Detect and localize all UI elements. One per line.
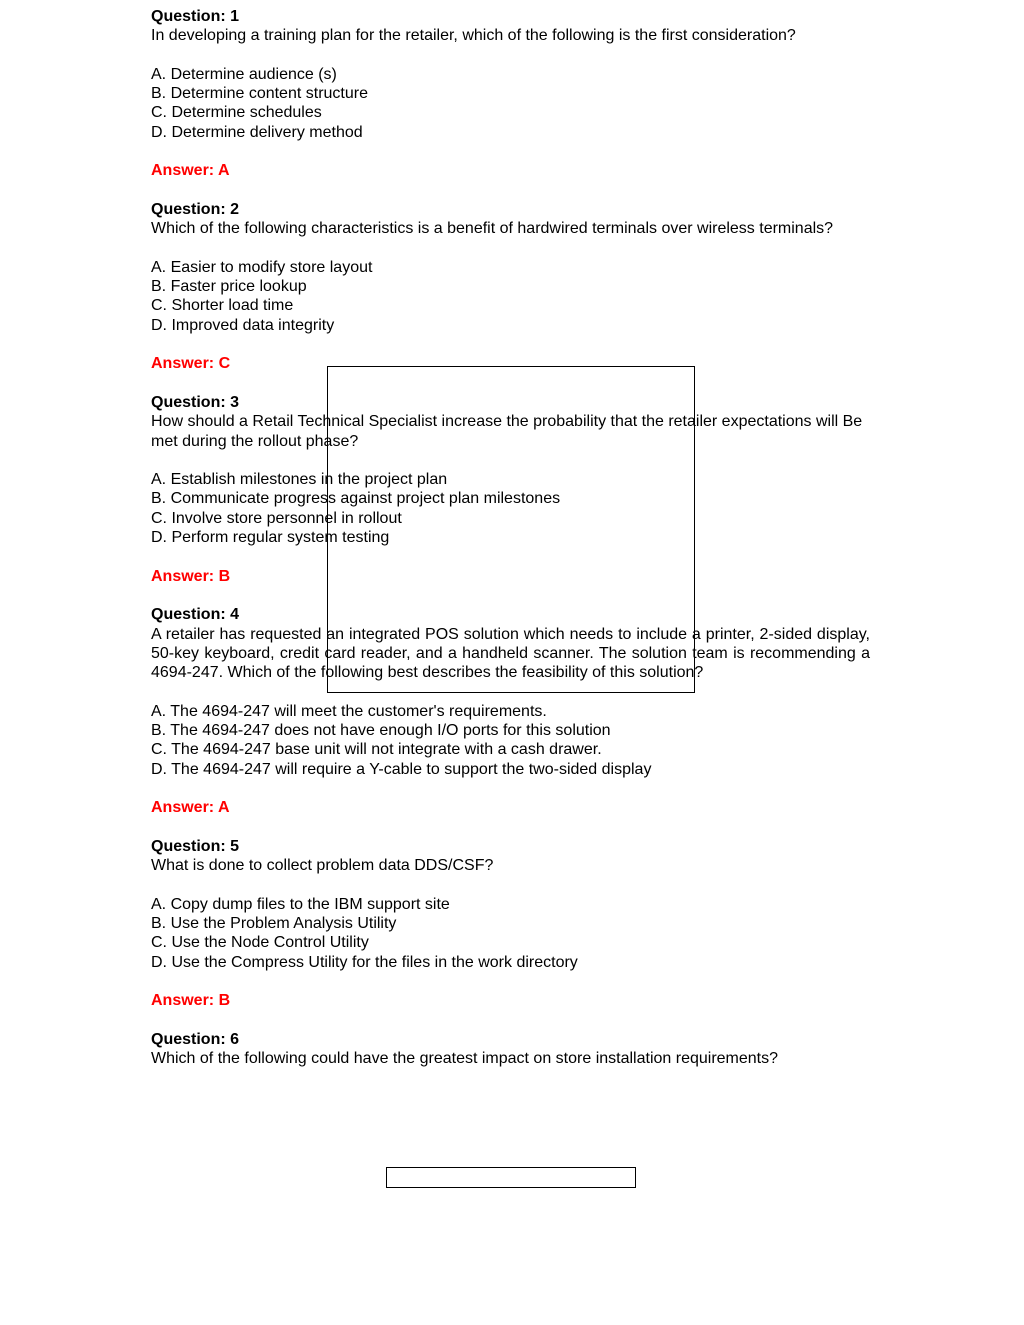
question-5: [151, 837, 870, 1011]
option-a: A. Establish milestones in the project plan: [151, 471, 448, 489]
question-title: Question: 2: [151, 200, 240, 218]
option-d: D. Determine delivery method: [151, 123, 363, 141]
option-b: B. Determine content structure: [151, 85, 368, 103]
option-c: C. Shorter load time: [151, 297, 294, 315]
answer-label: Answer: A: [151, 162, 230, 180]
option-a: A. Determine audience (s): [151, 65, 337, 83]
question-2: [151, 200, 870, 374]
option-d: D. The 4694-247 will require a Y-cable to support the two-sided display: [151, 760, 652, 778]
option-d: D. Perform regular system testing: [151, 529, 390, 547]
option-c: C. Determine schedules: [151, 104, 322, 122]
answer-label: Answer: B: [151, 992, 231, 1010]
question-text: Which of the following characteristics is a benefit of hardwired terminals over wireless terminals?: [151, 220, 834, 238]
question-title: Question: 5: [151, 837, 240, 855]
footer-frame: [386, 1167, 636, 1188]
option-c: C. Involve store personnel in rollout: [151, 509, 402, 527]
question-4: [151, 605, 870, 817]
option-b: B. Faster price lookup: [151, 278, 307, 296]
options-list: [151, 470, 870, 547]
question-title: Question: 4: [151, 606, 240, 624]
question-3: [151, 393, 870, 586]
question-text: In developing a training plan for the retailer, which of the following is the first consideration?: [151, 27, 796, 45]
options-list: [151, 65, 870, 142]
question-6: [151, 1030, 870, 1069]
options-list: [151, 895, 870, 972]
options-list: [151, 702, 870, 779]
question-title: Question: 3: [151, 393, 240, 411]
option-a: A. Easier to modify store layout: [151, 258, 373, 276]
option-a: A. Copy dump files to the IBM support site: [151, 895, 450, 913]
question-text: What is done to collect problem data DDS/CSF?: [151, 857, 494, 875]
option-b: B. Communicate progress against project plan milestones: [151, 490, 561, 508]
question-text: A retailer has requested an integrated POS solution which needs to include a printer, 2-sided display, 50-key keyboard, credit card reader, and a handheld scanner. The solution team is recommending a 4694-247. Which of the following best describes the feasibility of this solution?: [151, 625, 870, 682]
option-b: B. Use the Problem Analysis Utility: [151, 914, 397, 932]
option-d: D. Improved data integrity: [151, 316, 335, 334]
answer-label: Answer: A: [151, 799, 230, 817]
options-list: [151, 258, 870, 335]
option-c: C. Use the Node Control Utility: [151, 934, 369, 952]
question-text: How should a Retail Technical Specialist increase the probability that the retailer expectations will Be met during the rollout phase?: [151, 413, 863, 450]
option-d: D. Use the Compress Utility for the files in the work directory: [151, 953, 578, 971]
answer-label: Answer: B: [151, 567, 231, 585]
question-1: [151, 7, 870, 181]
question-title: Question: 6: [151, 1030, 240, 1048]
option-c: C. The 4694-247 base unit will not integrate with a cash drawer.: [151, 741, 602, 759]
exam-document: [151, 7, 870, 1068]
option-b: B. The 4694-247 does not have enough I/O ports for this solution: [151, 721, 611, 739]
answer-label: Answer: C: [151, 355, 231, 373]
option-a: A. The 4694-247 will meet the customer's requirements.: [151, 702, 547, 720]
question-text: Which of the following could have the greatest impact on store installation requirements?: [151, 1050, 779, 1068]
question-title: Question: 1: [151, 8, 240, 25]
